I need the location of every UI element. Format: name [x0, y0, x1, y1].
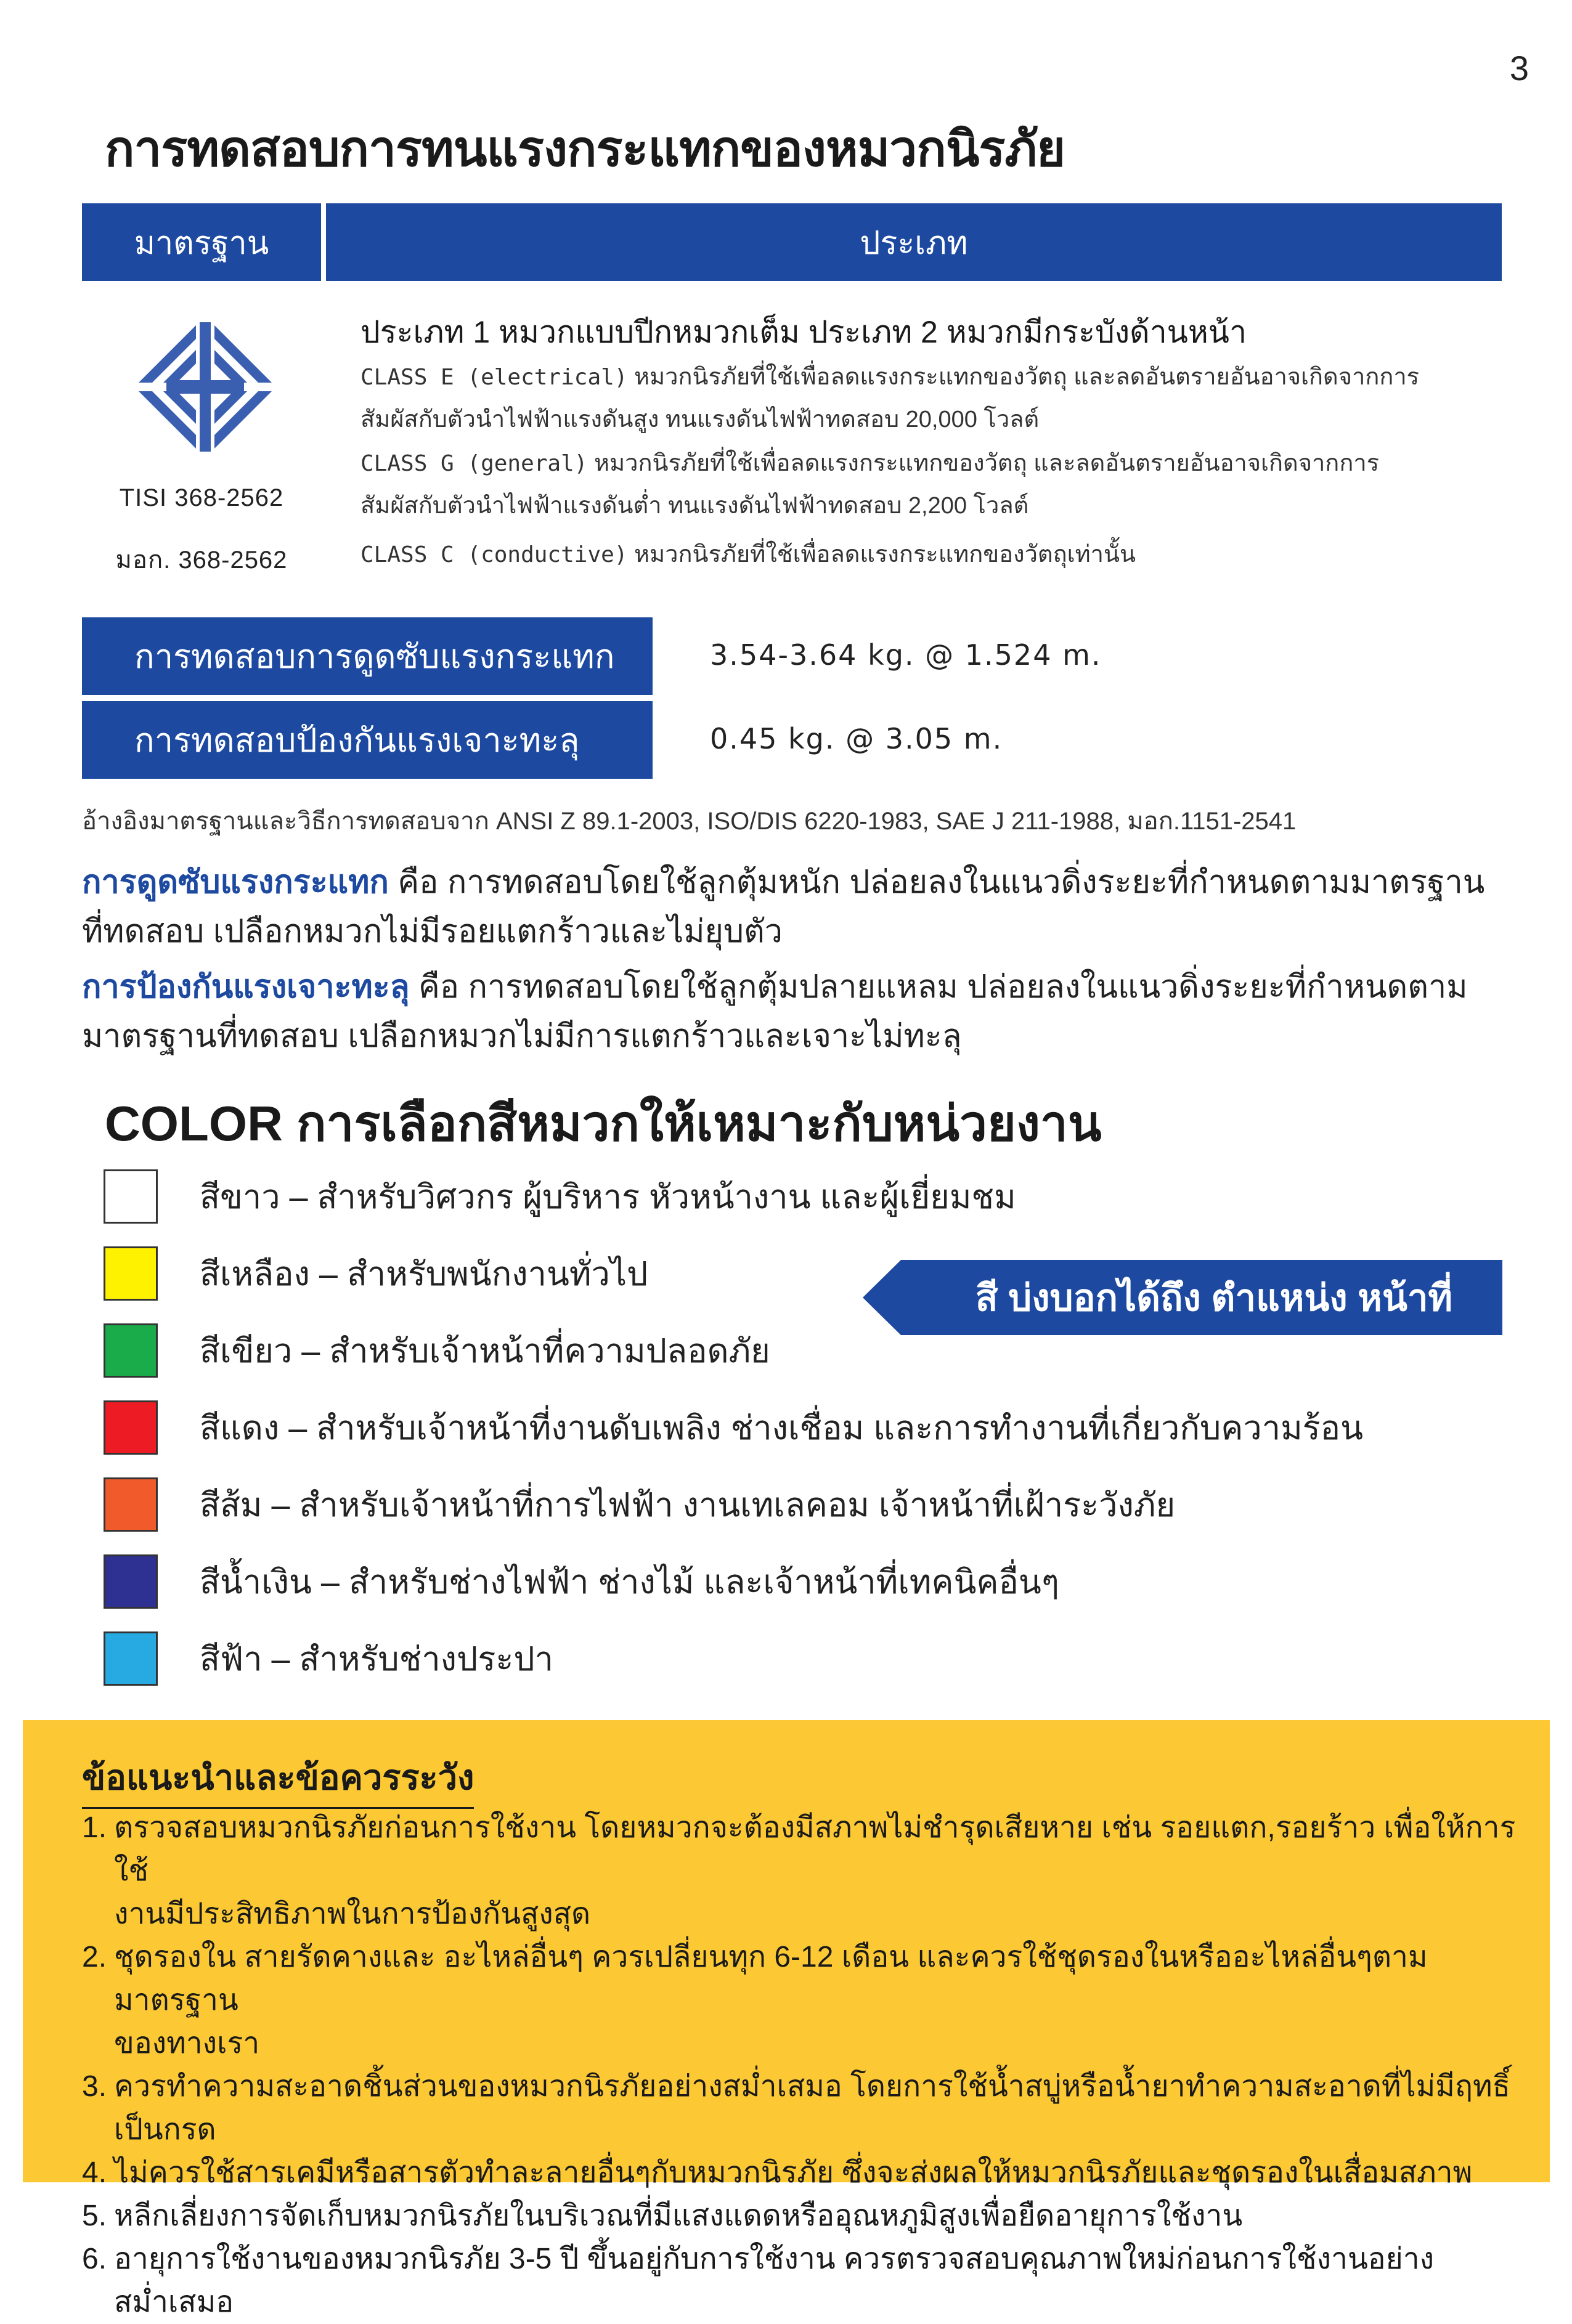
penetration-test-label: การทดสอบป้องกันแรงเจาะทะลุ — [82, 701, 653, 779]
table-header-type: ประเภท — [326, 203, 1502, 281]
advice-line: ชุดรองใน สายรัดคางและ อะไหล่อื่นๆ ควรเปลี่ยนทุก 6-12 เดือน และควรใช้ชุดรองในหรืออะไหล่อื่นๆตามมาตรฐาน — [114, 1941, 1428, 2017]
class-text: หมวกนิรภัยที่ใช้เพื่อลดแรงกระแทกของวัตถุ และลดอันตรายอันอาจเกิดจากการ — [634, 364, 1420, 390]
page-title: การทดสอบการทนแรงกระแทกของหมวกนิรภัย — [105, 121, 1065, 176]
definition-text: คือ การทดสอบโดยใช้ลูกตุ้มปลายแหลม ปล่อยลงในแนวดิ่งระยะที่กำหนดตาม — [409, 969, 1468, 1005]
advice-number: 6. — [82, 2243, 107, 2275]
advice-item — [82, 2065, 1536, 2151]
class-name: CLASS C (conductive) — [360, 542, 628, 567]
class-c-description — [360, 534, 1507, 576]
page-number: 3 — [1509, 49, 1529, 87]
impact-test-label: การทดสอบการดูดซับแรงกระแทก — [82, 617, 653, 695]
advice-line: อายุการใช้งานของหมวกนิรภัย 3-5 ปี ขึ้นอยู่กับการใช้งาน ควรตรวจสอบคุณภาพใหม่ก่อนการใช้งานอย่างสม่ำเสมอ — [114, 2243, 1435, 2318]
color-item — [104, 1630, 553, 1687]
tisi-logo-icon — [134, 316, 276, 458]
color-label: สีแดง – สำหรับเจ้าหน้าที่งานดับเพลิง ช่างเชื่อม และการทำงานที่เกี่ยวกับความร้อน — [200, 1410, 1364, 1447]
class-text: สัมผัสกับตัวนำไฟฟ้าแรงดันต่ำ ทนแรงดันไฟฟ้าทดสอบ 2,200 โวลต์ — [360, 493, 1029, 519]
table-header-standard: มาตรฐาน — [82, 203, 321, 281]
color-label: สีน้ำเงิน – สำหรับช่างไฟฟ้า ช่างไม้ และเจ้าหน้าที่เทคนิคอื่นๆ — [200, 1564, 1059, 1601]
color-item — [104, 1322, 770, 1379]
definition-impact — [82, 858, 1499, 956]
type-title: ประเภท 1 หมวกแบบปีกหมวกเต็ม ประเภท 2 หมวกมีกระบังด้านหน้า — [360, 315, 1247, 349]
definition-text: มาตรฐานที่ทดสอบ เปลือกหมวกไม่มีการแตกร้าวและเจาะไม่ทะลุ — [82, 1018, 962, 1054]
advice-number: 2. — [82, 1941, 107, 1973]
class-g-description — [360, 442, 1507, 527]
color-swatch — [104, 1169, 158, 1224]
advice-line: ไม่ควรใช้สารเคมีหรือสารตัวทำละลายอื่นๆกับหมวกนิรภัย ซึ่งจะส่งผลให้หมวกนิรภัยและชุดรองในเสื่อมสภาพ — [114, 2156, 1473, 2189]
advice-line: งานมีประสิทธิภาพในการป้องกันสูงสุด — [114, 1898, 591, 1930]
color-label: สีส้ม – สำหรับเจ้าหน้าที่การไฟฟ้า งานเทเลคอม เจ้าหน้าที่เฝ้าระวังภัย — [200, 1487, 1176, 1524]
color-item — [104, 1245, 648, 1302]
definition-penetration — [82, 962, 1499, 1061]
color-swatch — [104, 1400, 158, 1455]
color-swatch — [104, 1323, 158, 1378]
color-swatch — [104, 1631, 158, 1686]
color-item — [104, 1476, 1175, 1533]
advice-number: 4. — [82, 2156, 107, 2189]
callout-text: สี บ่งบอกได้ถึง ตำแหน่ง หน้าที่ — [975, 1277, 1453, 1318]
advice-line: ควรทำความสะอาดชิ้นส่วนของหมวกนิรภัยอย่างสม่ำเสมอ โดยการใช้น้ำสบู่หรือน้ำยาทำความสะอาดที่ไม่มีฤทธิ์เป็นกรด — [114, 2070, 1510, 2146]
color-swatch — [104, 1554, 158, 1609]
class-text: หมวกนิรภัยที่ใช้เพื่อลดแรงกระแทกของวัตถุเท่านั้น — [634, 542, 1136, 567]
advice-number: 1. — [82, 1811, 107, 1844]
color-swatch — [104, 1477, 158, 1532]
standard-code-th: มอก. 368-2562 — [115, 546, 288, 574]
definition-text: คือ การทดสอบโดยใช้ลูกตุ้มหนัก ปล่อยลงในแนวดิ่งระยะที่กำหนดตามมาตรฐาน — [388, 864, 1485, 900]
advice-line: ของทางเรา — [114, 2027, 260, 2060]
class-e-description — [360, 356, 1507, 441]
color-section-title: COLOR การเลือกสีหมวกให้เหมาะกับหน่วยงาน — [105, 1096, 1102, 1151]
impact-test-value: 3.54-3.64 kg. @ 1.524 m. — [710, 638, 1102, 672]
color-label: สีขาว – สำหรับวิศวกร ผู้บริหาร หัวหน้างาน และผู้เยี่ยมชม — [200, 1179, 1016, 1216]
advice-number: 5. — [82, 2200, 107, 2232]
advice-text — [114, 2065, 1536, 2151]
reference-note: อ้างอิงมาตรฐานและวิธีการทดสอบจาก ANSI Z 89.1-2003, ISO/DIS 6220-1983, SAE J 211-1988, มอก.1151-2541 — [82, 808, 1297, 835]
class-name: CLASS E (electrical) — [360, 365, 628, 390]
class-text: หมวกนิรภัยที่ใช้เพื่อลดแรงกระแทกของวัตถุ และลดอันตรายอันอาจเกิดจากการ — [594, 450, 1380, 476]
color-swatch — [104, 1246, 158, 1301]
color-item — [104, 1399, 1363, 1456]
advice-list — [82, 1806, 1536, 2324]
advice-item — [82, 2151, 1536, 2195]
penetration-test-value: 0.45 kg. @ 3.05 m. — [710, 722, 1003, 755]
definition-text: ที่ทดสอบ เปลือกหมวกไม่มีรอยแตกร้าวและไม่ยุบตัว — [82, 914, 783, 949]
definition-term: การป้องกันแรงเจาะทะลุ — [82, 969, 410, 1005]
advice-line: ตรวจสอบหมวกนิรภัยก่อนการใช้งาน โดยหมวกจะต้องมีสภาพไม่ชำรุดเสียหาย เช่น รอยแตก,รอยร้าว เพื่อให้การใช้ — [114, 1811, 1516, 1887]
advice-title: ข้อแนะนำและข้อควรระวัง — [82, 1750, 474, 1809]
advice-item — [82, 1936, 1536, 2065]
advice-text — [114, 2151, 1472, 2195]
advice-text — [114, 2238, 1536, 2324]
advice-line: หลีกเลี่ยงการจัดเก็บหมวกนิรภัยในบริเวณที่มีแสงแดดหรืออุณหภูมิสูงเพื่อยืดอายุการใช้งาน — [114, 2200, 1243, 2232]
color-label: สีเหลือง – สำหรับพนักงานทั่วไป — [200, 1256, 648, 1293]
advice-text — [114, 1936, 1536, 2065]
advice-text — [114, 2195, 1242, 2238]
advice-number: 3. — [82, 2070, 107, 2103]
color-item — [104, 1553, 1059, 1610]
advice-text — [114, 1806, 1536, 1936]
color-label: สีฟ้า – สำหรับช่างประปา — [200, 1641, 553, 1678]
class-name: CLASS G (general) — [360, 451, 588, 476]
advice-item — [82, 2195, 1536, 2238]
color-item — [104, 1168, 1016, 1225]
standard-code-en: TISI 368-2562 — [119, 484, 284, 511]
definition-term: การดูดซับแรงกระแทก — [82, 864, 389, 900]
class-text: สัมผัสกับตัวนำไฟฟ้าแรงดันสูง ทนแรงดันไฟฟ้าทดสอบ 20,000 โวลต์ — [360, 407, 1040, 433]
color-label: สีเขียว – สำหรับเจ้าหน้าที่ความปลอดภัย — [200, 1333, 770, 1370]
advice-item — [82, 2238, 1536, 2324]
advice-item — [82, 1806, 1536, 1936]
